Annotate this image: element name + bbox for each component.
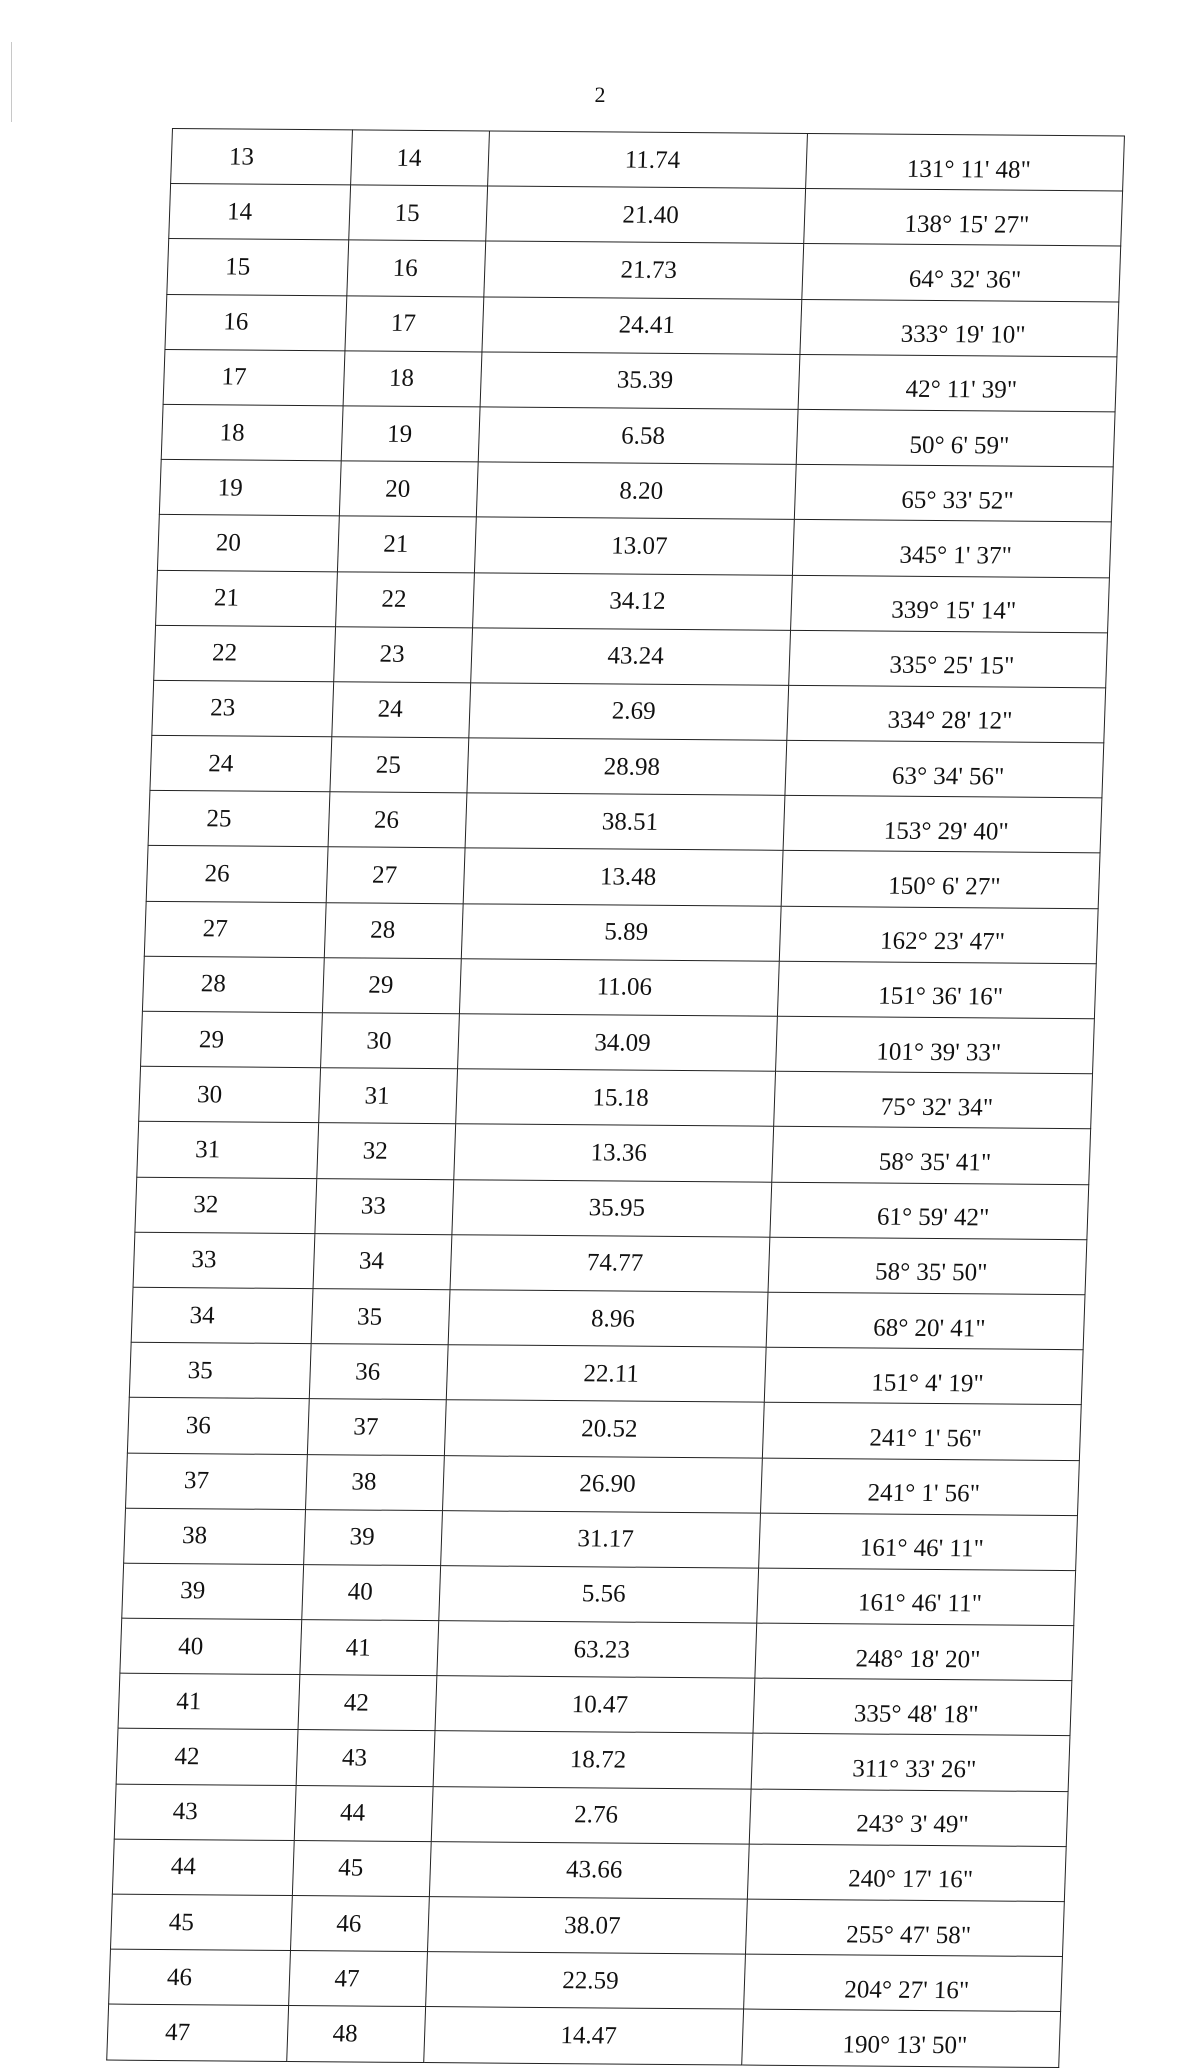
cell-distance: 26.90 (443, 1455, 763, 1513)
cell-from-point: 21 (156, 570, 338, 627)
cell-distance: 24.41 (482, 297, 802, 355)
cell-angle: 335° 25' 15" (789, 630, 1108, 688)
cell-to-point: 18 (343, 351, 482, 407)
cell-angle: 161° 46' 11" (757, 1568, 1076, 1626)
table-row (137, 1122, 1091, 1185)
cell-distance: 31.17 (441, 1510, 761, 1568)
cell-from-point: 44 (112, 1839, 294, 1896)
cell-angle: 345° 1' 37" (792, 520, 1111, 578)
cell-to-point: 25 (330, 737, 469, 793)
cell-to-point: 38 (306, 1454, 445, 1510)
cell-distance: 13.36 (454, 1124, 774, 1182)
cell-angle: 190° 13' 50" (742, 2009, 1061, 2067)
cell-angle: 255° 47' 58" (745, 1899, 1064, 1957)
table-row (122, 1563, 1076, 1626)
page-number: 2 (594, 82, 606, 107)
cell-distance: 6.58 (478, 407, 798, 465)
table-row (135, 1177, 1089, 1240)
cell-angle: 241° 1' 56" (762, 1403, 1081, 1461)
cell-to-point: 15 (349, 185, 488, 241)
cell-from-point: 30 (139, 1066, 321, 1123)
table-row (112, 1839, 1066, 1902)
cell-angle: 240° 17' 16" (747, 1844, 1066, 1902)
cell-to-point: 29 (322, 958, 461, 1014)
table-row (142, 956, 1096, 1019)
table-row (171, 129, 1125, 192)
table-row (120, 1618, 1074, 1681)
cell-angle: 153° 29' 40" (783, 796, 1102, 854)
cell-to-point: 37 (307, 1399, 446, 1455)
cell-from-point: 46 (109, 1949, 291, 2006)
cell-distance: 13.48 (463, 848, 783, 906)
cell-distance: 21.73 (484, 241, 804, 299)
cell-angle: 204° 27' 16" (744, 1954, 1063, 2012)
table-row (156, 570, 1110, 633)
cell-distance: 35.95 (452, 1179, 772, 1237)
cell-distance: 34.09 (458, 1014, 778, 1072)
cell-distance: 10.47 (435, 1676, 755, 1734)
cell-to-point: 35 (311, 1289, 450, 1345)
cell-to-point: 26 (328, 792, 467, 848)
cell-to-point: 34 (313, 1233, 452, 1289)
cell-to-point: 46 (290, 1895, 429, 1951)
cell-from-point: 41 (118, 1673, 300, 1730)
cell-from-point: 24 (150, 735, 332, 792)
cell-distance: 2.69 (469, 683, 789, 741)
cell-angle: 150° 6' 27" (781, 851, 1100, 909)
cell-angle: 138° 15' 27" (804, 189, 1123, 247)
table-row (139, 1066, 1093, 1129)
cell-distance: 5.56 (439, 1566, 759, 1624)
cell-from-point: 22 (154, 625, 336, 682)
cell-distance: 35.39 (480, 352, 800, 410)
cell-from-point: 13 (171, 129, 353, 186)
cell-angle: 61° 59' 42" (770, 1182, 1089, 1240)
coordinates-table (106, 128, 1125, 2068)
cell-angle: 161° 46' 11" (759, 1513, 1078, 1571)
cell-to-point: 30 (321, 1013, 460, 1069)
cell-to-point: 21 (337, 516, 476, 572)
table-row (157, 515, 1111, 578)
cell-distance: 43.66 (429, 1841, 749, 1899)
cell-from-point: 36 (127, 1398, 309, 1455)
cell-to-point: 47 (289, 1951, 428, 2007)
cell-distance: 63.23 (437, 1621, 757, 1679)
table-row (126, 1453, 1080, 1516)
table-row (167, 239, 1121, 302)
cell-from-point: 20 (157, 515, 339, 572)
cell-distance: 22.11 (446, 1345, 766, 1403)
table-row (154, 625, 1108, 688)
cell-from-point: 34 (131, 1287, 313, 1344)
cell-from-point: 32 (135, 1177, 317, 1234)
cell-angle: 335° 48' 18" (753, 1678, 1072, 1736)
cell-distance: 43.24 (471, 628, 791, 686)
cell-to-point: 44 (294, 1785, 433, 1841)
cell-distance: 20.52 (444, 1400, 764, 1458)
cell-distance: 38.51 (465, 793, 785, 851)
cell-angle: 65° 33' 52" (794, 465, 1113, 523)
cell-to-point: 41 (300, 1620, 439, 1676)
cell-angle: 334° 28' 12" (787, 685, 1106, 743)
cell-to-point: 43 (296, 1730, 435, 1786)
cell-angle: 248° 18' 20" (755, 1623, 1074, 1681)
cell-to-point: 28 (324, 902, 463, 958)
table-row (107, 2004, 1061, 2067)
cell-from-point: 18 (161, 404, 343, 461)
table-row (109, 1949, 1063, 2012)
cell-to-point: 33 (315, 1178, 454, 1234)
table-row (129, 1342, 1083, 1405)
table-row (152, 680, 1106, 743)
cell-angle: 58° 35' 41" (772, 1127, 1091, 1185)
cell-distance: 13.07 (474, 517, 794, 575)
table-body (107, 129, 1125, 2068)
table-row (114, 1784, 1068, 1847)
cell-from-point: 43 (114, 1784, 296, 1841)
cell-distance: 74.77 (450, 1234, 770, 1292)
cell-angle: 64° 32' 36" (802, 244, 1121, 302)
cell-angle: 131° 11' 48" (806, 133, 1125, 191)
cell-distance: 11.06 (459, 959, 779, 1017)
cell-distance: 14.47 (424, 2007, 744, 2065)
cell-from-point: 17 (163, 349, 345, 406)
cell-from-point: 37 (126, 1453, 308, 1510)
cell-angle: 151° 36' 16" (777, 961, 1096, 1019)
cell-from-point: 15 (167, 239, 349, 296)
cell-angle: 42° 11' 39" (798, 354, 1117, 412)
cell-from-point: 40 (120, 1618, 302, 1675)
cell-to-point: 36 (309, 1344, 448, 1400)
cell-to-point: 40 (302, 1564, 441, 1620)
cell-distance: 8.96 (448, 1290, 768, 1348)
cell-angle: 101° 39' 33" (776, 1016, 1095, 1074)
cell-distance: 5.89 (461, 903, 781, 961)
cell-from-point: 26 (146, 846, 328, 903)
cell-angle: 333° 19' 10" (800, 299, 1119, 357)
cell-to-point: 31 (319, 1068, 458, 1124)
cell-distance: 34.12 (473, 572, 793, 630)
cell-distance: 21.40 (486, 186, 806, 244)
table-row (169, 184, 1123, 247)
table-row (165, 294, 1119, 357)
cell-from-point: 27 (144, 901, 326, 958)
cell-distance: 15.18 (456, 1069, 776, 1127)
cell-to-point: 27 (326, 847, 465, 903)
cell-to-point: 17 (345, 295, 484, 351)
cell-from-point: 14 (169, 184, 351, 241)
table-container (106, 128, 1125, 2068)
cell-distance: 38.07 (427, 1897, 747, 1955)
cell-from-point: 29 (141, 1011, 323, 1068)
table-row (116, 1729, 1070, 1792)
cell-from-point: 33 (133, 1232, 315, 1289)
table-row (127, 1398, 1081, 1461)
cell-distance: 22.59 (426, 1952, 746, 2010)
cell-angle: 311° 33' 26" (751, 1734, 1070, 1792)
cell-distance: 18.72 (433, 1731, 753, 1789)
cell-angle: 243° 3' 49" (749, 1789, 1068, 1847)
table-row (163, 349, 1117, 412)
cell-to-point: 32 (317, 1123, 456, 1179)
cell-angle: 50° 6' 59" (796, 409, 1115, 467)
cell-from-point: 28 (142, 956, 324, 1013)
cell-angle: 75° 32' 34" (774, 1071, 1093, 1129)
cell-to-point: 16 (347, 240, 486, 296)
cell-from-point: 23 (152, 680, 334, 737)
table-row (159, 460, 1113, 523)
cell-from-point: 45 (110, 1894, 292, 1951)
cell-to-point: 14 (351, 130, 490, 186)
cell-from-point: 16 (165, 294, 347, 351)
cell-angle: 151° 4' 19" (764, 1347, 1083, 1405)
table-row (133, 1232, 1087, 1295)
table-row (131, 1287, 1085, 1350)
cell-angle: 58° 35' 50" (768, 1237, 1087, 1295)
cell-angle: 339° 15' 14" (791, 575, 1110, 633)
table-row (124, 1508, 1078, 1571)
cell-from-point: 19 (159, 460, 341, 517)
cell-to-point: 42 (298, 1675, 437, 1731)
cell-distance: 11.74 (488, 131, 808, 189)
cell-to-point: 24 (332, 682, 471, 738)
cell-to-point: 48 (287, 2006, 426, 2062)
table-row (118, 1673, 1072, 1736)
table-row (150, 735, 1104, 798)
table-row (110, 1894, 1064, 1957)
cell-to-point: 19 (341, 406, 480, 462)
cell-from-point: 47 (107, 2004, 289, 2061)
cell-from-point: 25 (148, 791, 330, 848)
cell-angle: 63° 34' 56" (785, 740, 1104, 798)
cell-to-point: 45 (292, 1840, 431, 1896)
table-row (144, 901, 1098, 964)
cell-angle: 162° 23' 47" (779, 906, 1098, 964)
table-row (161, 404, 1115, 467)
cell-to-point: 39 (304, 1509, 443, 1565)
cell-to-point: 22 (336, 571, 475, 627)
cell-distance: 2.76 (431, 1786, 751, 1844)
table-row (146, 846, 1100, 909)
cell-distance: 28.98 (467, 738, 787, 796)
cell-from-point: 38 (124, 1508, 306, 1565)
cell-from-point: 31 (137, 1122, 319, 1179)
cell-to-point: 20 (339, 461, 478, 517)
cell-angle: 68° 20' 41" (766, 1292, 1085, 1350)
table-row (141, 1011, 1095, 1074)
cell-from-point: 42 (116, 1729, 298, 1786)
cell-distance: 8.20 (476, 462, 796, 520)
cell-from-point: 35 (129, 1342, 311, 1399)
cell-from-point: 39 (122, 1563, 304, 1620)
table-row (148, 791, 1102, 854)
cell-angle: 241° 1' 56" (761, 1458, 1080, 1516)
cell-to-point: 23 (334, 626, 473, 682)
